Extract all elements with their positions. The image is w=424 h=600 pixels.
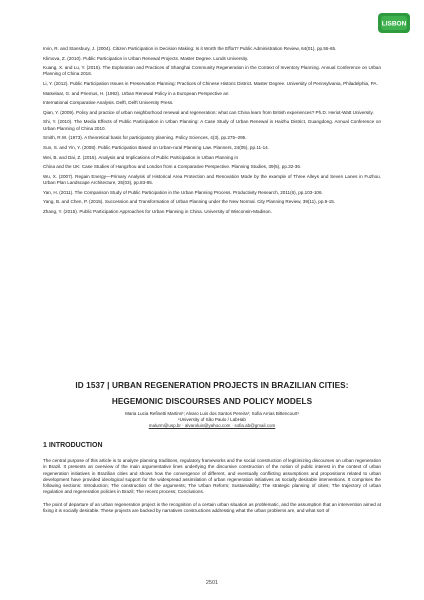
- reference-item: Matselaar, G. and Priemus, H. (1992). Urban Renewal Policy in a European Perspective an: [43, 90, 229, 96]
- author-block: [30, 411, 394, 430]
- reference-item: Klimova, Z. (2010). Public Participation in Urban Renewal Projects. Master Degree. Lunds University.: [43, 55, 249, 61]
- author-emails[interactable]: malurm@usp.br · alvaroluis@yahoo.com · sofia.ab@gmail.com: [148, 423, 276, 429]
- page-number: 2501: [205, 580, 219, 586]
- author-names: Maria Lucia Refinetti Martins¹; Alvaro Luis dos Santos Pereira¹; Sofia Arrias Bittencourt¹: [125, 411, 299, 416]
- reference-item: Irvin, R. and Stansbury, J. (2004). Citizen Participation in Decision Making: Is it Worth the Effort? Public Administration Review, 64(01), pp.55-65.: [43, 46, 337, 51]
- reference-item: Zhang, Y. (2015). Public Participation Approaches for Urban Planning in China. University of Wisconsin-Madison.: [43, 208, 272, 214]
- body-text: [43, 458, 381, 520]
- paper-title: [30, 380, 394, 412]
- author-affiliation: ¹University of São Paulo / LabHab: [178, 417, 246, 423]
- paragraph: The point of departure of an urban regeneration project is the recognition of a certain urban situation as problematic, and the assumption that an intervention aimed at fixing it is socially desirable. These projects are backed by narratives constructions addressing what the urban problems are, and what sort of: [43, 501, 381, 514]
- logo-text: LISBON: [381, 20, 407, 28]
- reference-item: Shi, Y. (2010). The Media Effects of Public Participation in Urban Planning: A Case Study of Urban Renewal in Haizhu District, Guangdong. Annual Conference on Urban Planning of China 2010.: [43, 119, 381, 131]
- paper-title-line-2: HEGEMONIC DISCOURSES AND POLICY MODELS: [111, 397, 313, 406]
- reference-item: International Comparative Analysis. Delft, Delft University Press.: [43, 100, 174, 106]
- reference-item: Kuang, X. and Lu, Y. (2015). The Exploration and Practices of Shanghai Community Regeneration in the Context of Inventory Planning. Annual Conference on Urban Planning of China 2016.: [43, 65, 381, 77]
- reference-item: Li, Y. (2012). Public Participation Issues in Preservation Planning: Practices of Chinese Historic District. Master Degree. University of Pennsylvania, Philadelphia, PA.: [43, 81, 378, 87]
- reference-item: China and the UK: Case Studies of Hangzhou and London from a Comparative Perspective. Planning Studies, 39(5), pp.32-36.: [43, 164, 302, 170]
- reference-item: Qian, Y. (2009). Policy and practice of urban neighborhood renewal and regeneration: what can China learn from British experiences? Ph.D. Heriot-Watt University.: [43, 109, 374, 115]
- reference-item: Smith, R.W. (1973). A theoretical basis for participatory planning. Policy Sciences, 4(3), pp.275–295.: [43, 135, 247, 141]
- paragraph: The central purpose of this article is to analyze planning traditions, regulatory frameworks and the social construction of legitimizing discourses on urban regeneration in Brazil. It presents an overview of the main argumentative lines underlying the discursive construction of the notion of public interest in the context of urban regeneration initiatives in Brazilian cities and shows how the convergence of different, and eventually conflicting assumptions and propositions related to urban development have provided ideological support for the widespread assimilation of urban regeneration initiatives as socially desirable interventions. It comprises the following sections: Introduction; The construction of the arguments; The Urban Reform; Sustainability; The strategic planning of cities; The trajectory of urban regulation and regeneration policies in Brazil; The recent process; Conclusions.: [43, 458, 381, 495]
- reference-item: Sun, S. and Yin, Y. (2008). Public Participation Based on Urban-rural Planning Law. Planners, 24(05), pp.11-14.: [43, 144, 269, 150]
- lisbon-logo: [378, 11, 410, 35]
- reference-item: Wu, X. (2007). Regain Energy—Primary Analysis of Historical Area Protection and Renovation Mode by the example of Three Alleys and Seven Lanes in Fuzhou. Urban Plan Landscape Architecture, 25(03), pp.83-85.: [43, 173, 381, 186]
- reference-list: [43, 46, 381, 218]
- reference-item: Yang, B. and Chen, P. (2015). Succession and Transformation of Urban Planning under the New Normal. City Planning Review, 39(11), pp.9-15.: [43, 199, 336, 205]
- section-heading: 1 INTRODUCTION: [43, 442, 103, 449]
- paper-title-line-1: ID 1537 | URBAN REGENERATION PROJECTS IN BRAZILIAN CITIES:: [75, 381, 349, 390]
- logo-icon: [378, 11, 410, 35]
- reference-item: Wei, B. and Dai, Z. (2015). Analysis and Implications of Public Participation in Urban Planning in: [43, 154, 238, 160]
- reference-item: Yan, H. (2011). The Comparison Study of Public Participation in the Urban Planning Process. Productivity Research, 2011(6), pp.103-106.: [43, 189, 323, 195]
